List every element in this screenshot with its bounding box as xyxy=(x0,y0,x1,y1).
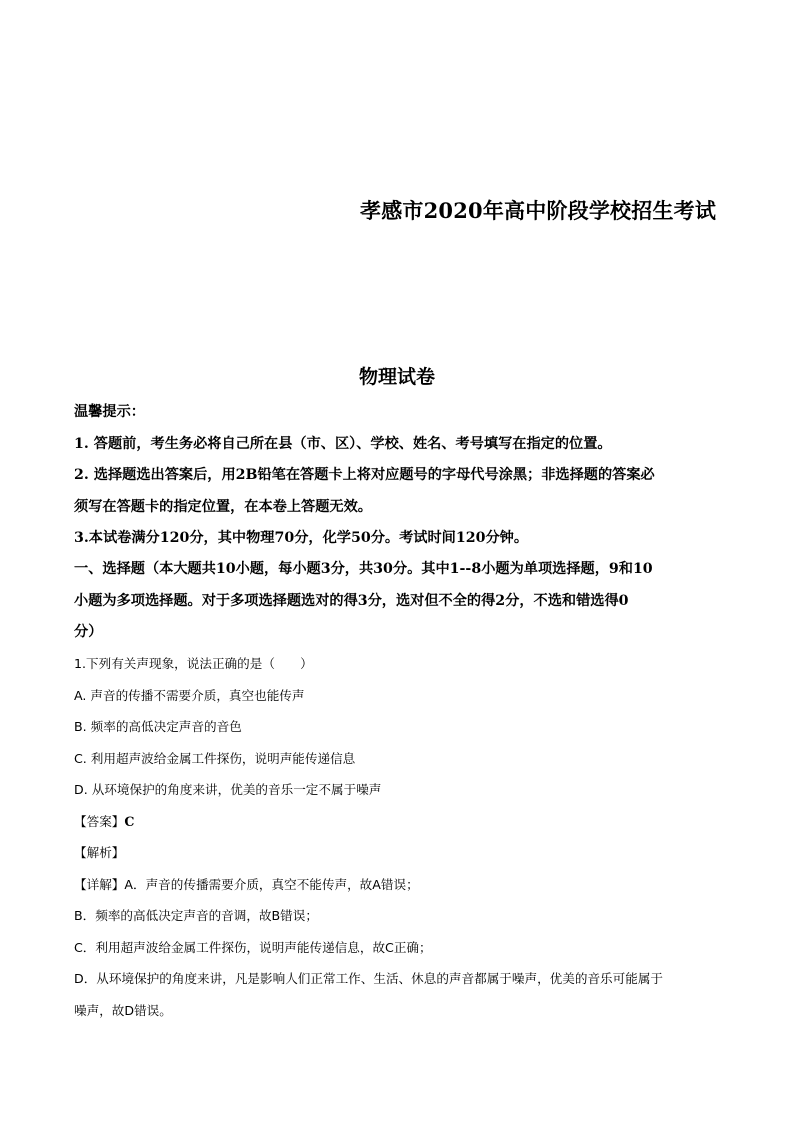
notes-item-1: 1. 答题前，考生务必将自己所在县（市、区）、学校、姓名、考号填写在指定的位置。 xyxy=(74,435,612,452)
question-stem: 1.下列有关声现象，说法正确的是（ ） xyxy=(74,656,313,671)
detail-text-a: A．声音的传播需要介质，真空不能传声，故A错误； xyxy=(124,876,419,892)
analysis-line xyxy=(74,837,734,869)
section-heading xyxy=(74,554,734,649)
detail-line-d-cont: 噪声，故D错误。 xyxy=(74,1002,172,1018)
section-line-2: 小题为多项选择题。对于多项选择题选对的得3分，选对但不全的得2分，不选和错选得0 xyxy=(74,592,629,609)
answer-tag: 【答案】 xyxy=(74,813,125,829)
option-c: C. 利用超声波给金属工件探伤，说明声能传递信息 xyxy=(74,750,356,766)
option-b: B. 频率的高低决定声音的音色 xyxy=(74,719,242,734)
detail-line-d: D．从环境保护的角度来讲，凡是影响人们正常工作、生活、休息的声音都属于噪声，优美的音乐可能属于 xyxy=(74,971,664,986)
subject-title: 物理试卷 xyxy=(358,366,435,388)
analysis-tag: 【解析】 xyxy=(74,845,125,860)
detail-tag: 【详解】 xyxy=(74,876,125,892)
section-line-3: 分） xyxy=(74,624,103,640)
answer-line xyxy=(74,806,734,838)
notes-item-3: 3.本试卷满分120分，其中物理70分，化学50分。考试时间120分钟。 xyxy=(74,530,529,546)
section-line-1: 一、选择题（本大题共10小题，每小题3分，共30分。其中1--8小题为单项选择题，9和10 xyxy=(74,561,653,577)
notes-item-2-cont: 须写在答题卡的指定位置，在本卷上答题无效。 xyxy=(74,498,372,515)
detail-line-b: B．频率的高低决定声音的音调，故B错误； xyxy=(74,908,318,923)
detail-line-c: C．利用超声波给金属工件探伤，说明声能传递信息，故C正确； xyxy=(74,939,432,955)
exam-title: 孝感市2020年高中阶段学校招生考试 xyxy=(360,198,717,223)
detail-line-a xyxy=(74,869,734,901)
notes-item-2: 2. 选择题选出答案后，用2B铅笔在答题卡上将对应题号的字母代号涂黑；非选择题的答案必 xyxy=(74,467,655,483)
answer-value: C xyxy=(124,813,135,829)
question-1 xyxy=(74,648,734,1026)
notes-block xyxy=(74,397,734,555)
option-d: D. 从环境保护的角度来讲，优美的音乐一定不属于噪声 xyxy=(74,782,382,797)
option-a: A. 声音的传播不需要介质，真空也能传声 xyxy=(74,687,305,703)
notes-heading: 温馨提示： xyxy=(74,404,145,420)
